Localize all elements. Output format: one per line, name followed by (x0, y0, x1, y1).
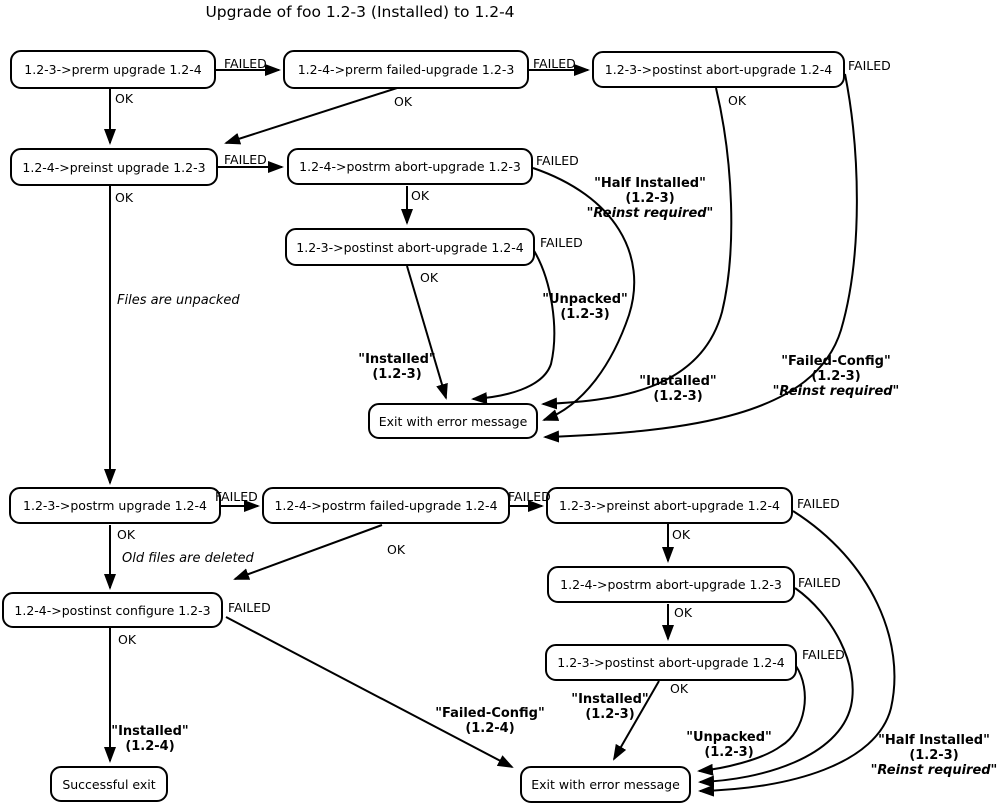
edge-label-failed: FAILED (508, 489, 551, 504)
edge-label-ok: OK (115, 91, 134, 106)
state-line: "Installed" (639, 374, 717, 389)
state-line: "Failed-Config" (781, 354, 891, 369)
node-label: 1.2-3->postrm upgrade 1.2-4 (23, 498, 207, 513)
node-postrm-abort-mid (287, 148, 533, 185)
edge-prermfailed-ok-to-preinst (226, 88, 397, 143)
edge-label-ok: OK (118, 632, 137, 647)
note-old-files-deleted: Old files are deleted (122, 551, 254, 566)
state-line: "Reinst required" (870, 763, 998, 778)
node-prerm-upgrade (10, 50, 216, 89)
node-postrm-abort-bottom (547, 566, 795, 603)
state-line: "Unpacked" (686, 730, 772, 745)
node-label: Successful exit (62, 776, 156, 792)
state-line: "Installed" (358, 352, 436, 367)
node-label: 1.2-4->prerm failed-upgrade 1.2-3 (297, 62, 515, 77)
node-label: 1.2-4->postrm failed-upgrade 1.2-4 (274, 498, 498, 513)
state-line: "Installed" (111, 724, 189, 739)
edge-label-ok: OK (387, 542, 406, 557)
node-preinst-abort (546, 487, 793, 524)
state-line: "Half Installed" (594, 176, 706, 191)
state-failed-config-mid (746, 354, 926, 399)
node-successful-exit (50, 766, 168, 802)
state-installed-mid-right (588, 374, 768, 404)
state-line: (1.2-3) (653, 389, 703, 404)
node-exit-error-bottom (520, 766, 691, 803)
diagram-title: Upgrade of foo 1.2-3 (Installed) to 1.2-4 (205, 3, 515, 21)
state-line: (1.2-3) (372, 367, 422, 382)
state-line: (1.2-4) (125, 739, 175, 754)
edge-label-failed: FAILED (224, 56, 267, 71)
node-preinst-upgrade (10, 148, 218, 186)
node-postinst-abort-top (592, 51, 845, 88)
edge-label-failed: FAILED (533, 56, 576, 71)
state-line: "Installed" (571, 692, 649, 707)
edge-configure-failed-to-exit-bottom (226, 617, 512, 767)
state-unpacked-bottom (639, 730, 819, 760)
node-label: 1.2-3->postinst abort-upgrade 1.2-4 (604, 62, 833, 77)
note-files-unpacked: Files are unpacked (117, 293, 240, 308)
node-label: 1.2-3->postinst abort-upgrade 1.2-4 (557, 655, 785, 670)
state-line: (1.2-3) (625, 191, 675, 206)
state-installed-bottom-right (520, 692, 700, 722)
node-label: 1.2-3->prerm upgrade 1.2-4 (24, 62, 202, 77)
edge-label-ok: OK (674, 605, 693, 620)
node-postinst-configure (2, 592, 223, 628)
edge-label-failed: FAILED (228, 600, 271, 615)
state-line: (1.2-4) (465, 721, 515, 736)
edge-label-ok: OK (420, 270, 439, 285)
state-unpacked-mid (495, 292, 675, 322)
state-line: "Reinst required" (586, 206, 714, 221)
edge-label-failed: FAILED (848, 58, 891, 73)
node-label: 1.2-4->postinst configure 1.2-3 (14, 602, 211, 618)
node-postinst-abort-mid (285, 228, 535, 266)
state-line: (1.2-3) (811, 369, 861, 384)
edge-label-failed: FAILED (224, 152, 267, 167)
node-exit-error-top (368, 403, 538, 439)
edge-postrmfailed-ok-to-configure (235, 525, 382, 579)
edge-label-failed: FAILED (802, 647, 845, 662)
state-line: "Unpacked" (542, 292, 628, 307)
edge-label-ok: OK (670, 681, 689, 696)
node-label: 1.2-4->postrm abort-upgrade 1.2-3 (299, 159, 521, 174)
edge-label-failed: FAILED (797, 496, 840, 511)
node-label: Exit with error message (531, 777, 680, 792)
node-label: Exit with error message (378, 413, 528, 429)
node-label: 1.2-3->preinst abort-upgrade 1.2-4 (559, 498, 780, 513)
state-line: (1.2-3) (560, 307, 610, 322)
edge-label-ok: OK (115, 190, 134, 205)
edge-label-failed: FAILED (215, 489, 258, 504)
state-half-installed-mid (560, 176, 740, 221)
node-prerm-failed-upgrade (283, 50, 529, 89)
node-label: 1.2-4->preinst upgrade 1.2-3 (22, 159, 206, 175)
state-line: "Half Installed" (878, 733, 990, 748)
state-line: (1.2-3) (909, 748, 959, 763)
state-line: "Failed-Config" (435, 706, 545, 721)
node-label: 1.2-3->postinst abort-upgrade 1.2-4 (296, 239, 524, 255)
state-line: "Reinst required" (772, 384, 900, 399)
edge-label-ok: OK (672, 527, 691, 542)
edge-label-ok: OK (411, 188, 430, 203)
node-label: 1.2-4->postrm abort-upgrade 1.2-3 (560, 577, 782, 592)
edge-label-ok: OK (117, 527, 136, 542)
state-line: (1.2-3) (704, 745, 754, 760)
node-postinst-abort-bottom (545, 644, 797, 681)
edge-label-failed: FAILED (536, 153, 579, 168)
state-line: (1.2-3) (585, 707, 635, 722)
edge-label-failed: FAILED (540, 235, 583, 250)
node-postrm-upgrade (9, 487, 221, 524)
edge-label-failed: FAILED (798, 575, 841, 590)
state-half-installed-bottom (844, 733, 998, 778)
state-installed-bottom-left (60, 724, 240, 754)
edge-label-ok: OK (728, 93, 747, 108)
edge-label-ok: OK (394, 94, 413, 109)
state-installed-mid-left (307, 352, 487, 382)
node-postrm-failed-upgrade (262, 487, 510, 524)
